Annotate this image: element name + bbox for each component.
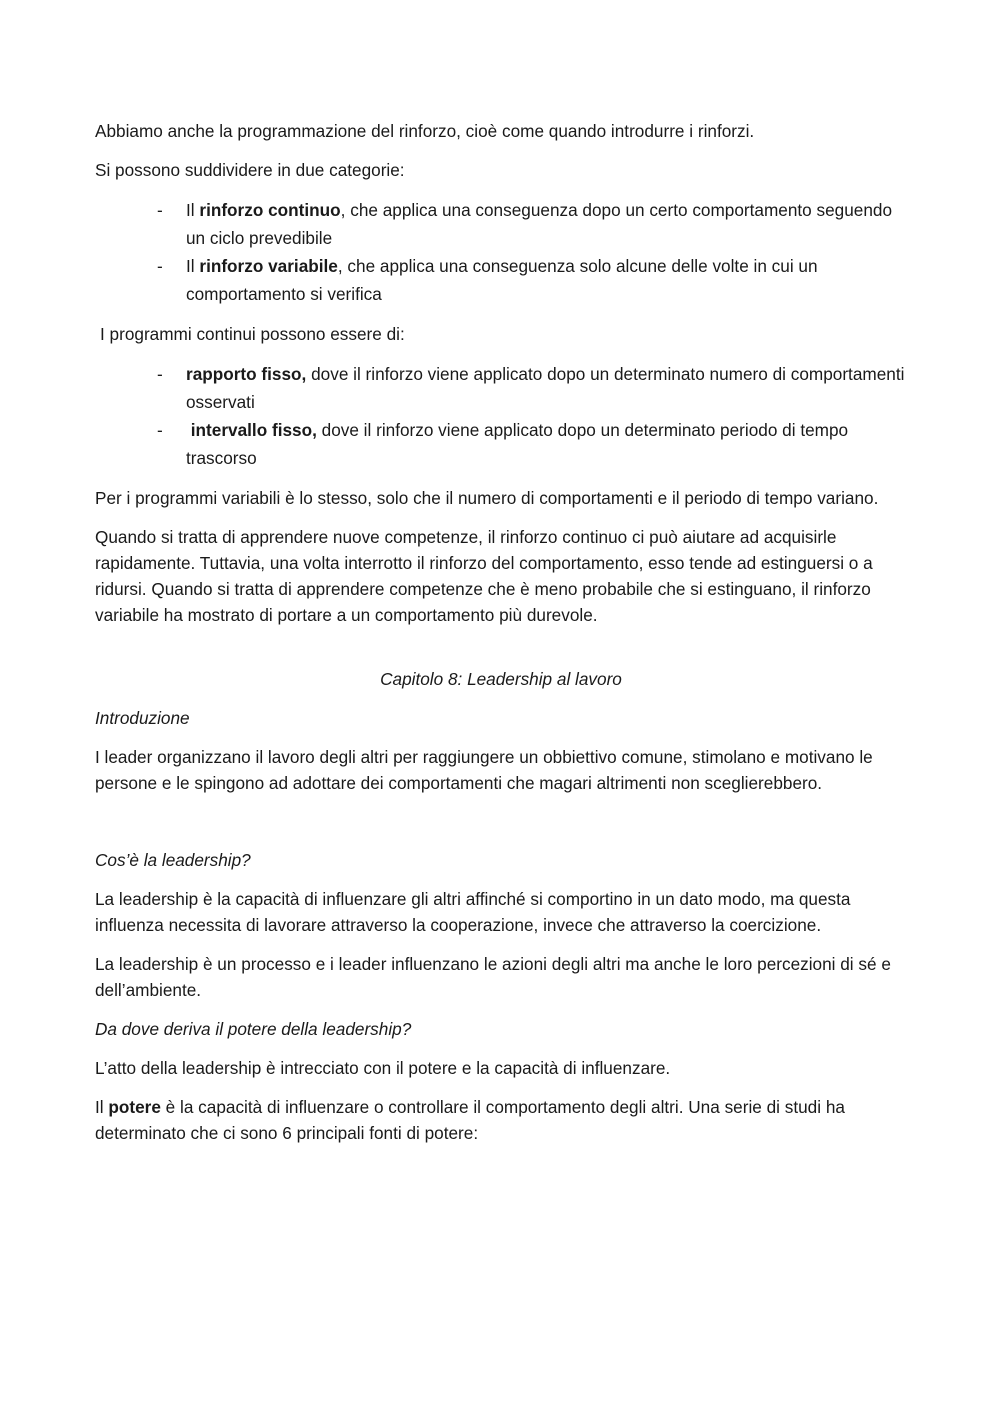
paragraph-power-definition: Il potere è la capacità di influenzare o controllare il comportamento degli altri. Una serie di studi ha determinato che ci sono 6 principali fonti di potere: <box>95 1097 845 1143</box>
paragraph-reinforcement-schedule: Abbiamo anche la programmazione del rinforzo, cioè come quando introdurre i rinforzi. <box>95 121 755 141</box>
paragraph-continuous-programs: I programmi continui possono essere di: <box>100 324 405 344</box>
list-item: - rapporto fisso, dove il rinforzo viene applicato dopo un determinato numero di comportamenti osservati <box>186 360 907 416</box>
list-item: - Il rinforzo continuo, che applica una conseguenza dopo un certo comportamento seguendo un ciclo prevedibile <box>186 196 907 252</box>
paragraph-leadership-process: La leadership è un processo e i leader influenzano le azioni degli altri ma anche le loro percezioni di sé e dell’ambiente. <box>95 954 891 1000</box>
paragraph-variable-programs: Per i programmi variabili è lo stesso, solo che il numero di comportamenti e il periodo di tempo variano. <box>95 488 879 508</box>
chapter-title: Capitolo 8: Leadership al lavoro <box>380 669 622 689</box>
paragraph-leaders-organize: I leader organizzano il lavoro degli altri per raggiungere un obbiettivo comune, stimolano e motivano le persone e le spingono ad adottare dei comportamenti che magari altrimenti non sceglierebbero. <box>95 747 873 793</box>
section-heading-power-source: Da dove deriva il potere della leadership? <box>95 1019 412 1039</box>
paragraph-learning-competences: Quando si tratta di apprendere nuove competenze, il rinforzo continuo ci può aiutare ad acquisirle rapidamente. Tuttavia, una volta interrotto il rinforzo del comportamento, esso tende ad estinguersi o a ridursi. Quando si tratta di apprendere competenze che è meno probabile che si estinguano, il rinforzo variabile ha mostrato di portare a un comportamento più durevole. <box>95 527 873 625</box>
section-heading-what-is-leadership: Cos’è la leadership? <box>95 850 251 870</box>
list-item: - intervallo fisso, dove il rinforzo viene applicato dopo un determinato periodo di tempo trascorso <box>186 416 907 472</box>
paragraph-leadership-power: L’atto della leadership è intrecciato con il potere e la capacità di influenzare. <box>95 1058 671 1078</box>
paragraph-two-categories: Si possono suddividere in due categorie: <box>95 160 405 180</box>
list-continuous-programs <box>95 360 907 472</box>
paragraph-leadership-definition: La leadership è la capacità di influenzare gli altri affinché si comportino in un dato modo, ma questa influenza necessita di lavorare attraverso la cooperazione, invece che attraverso la coercizione. <box>95 889 851 935</box>
list-reinforcement-types <box>95 196 907 308</box>
section-heading-introduction: Introduzione <box>95 708 190 728</box>
document-page <box>95 118 907 1159</box>
list-item: - Il rinforzo variabile, che applica una conseguenza solo alcune delle volte in cui un comportamento si verifica <box>186 252 907 308</box>
